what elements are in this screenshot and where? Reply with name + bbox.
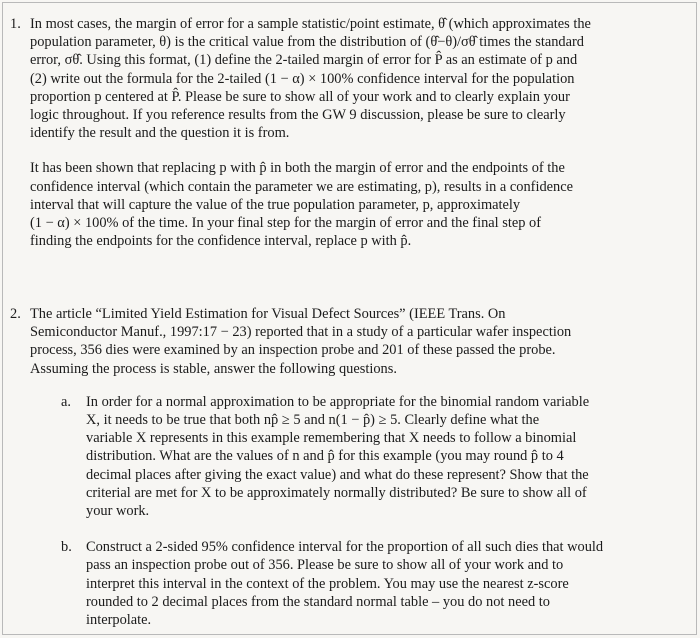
text-line: logic throughout. If you reference results from the GW 9 discussion, please be sure to clearly xyxy=(30,107,566,124)
text-line: decimal places after giving the exact value) and what do these represent? Show that the xyxy=(86,466,589,483)
text-line: your work. xyxy=(86,503,150,520)
text-line: proportion p centered at P̂. Please be sure to show all of your work and to clearly explain your xyxy=(30,88,570,105)
text-line: interval that will capture the value of the true population parameter, p, approximately xyxy=(30,196,521,213)
text-line: population parameter, θ) is the critical value from the distribution of (θ̂−θ)/σθ̂ times the standard xyxy=(30,34,584,51)
question-number: 2. xyxy=(10,306,21,322)
question-2a-text xyxy=(86,393,656,520)
question-2 xyxy=(10,305,670,629)
text-line: Semiconductor Manuf., 1997:17 − 23) reported that in a study of a particular wafer inspection xyxy=(30,324,572,341)
text-line: error, σθ̂. Using this format, (1) define the 2-tailed margin of error for P̂ as an estimate of p and xyxy=(30,52,578,69)
question-2b xyxy=(61,538,656,629)
question-2-intro xyxy=(30,305,670,378)
document-page xyxy=(2,2,697,635)
text-line: (2) write out the formula for the 2-tailed (1 − α) × 100% confidence interval for the population xyxy=(30,70,575,87)
text-line: In most cases, the margin of error for a sample statistic/point estimate, θ̂ (which approximates the xyxy=(30,16,591,32)
text-line: pass an inspection probe out of 356. Please be sure to show all of your work and to xyxy=(86,557,564,574)
text-line: (1 − α) × 100% of the time. In your final step for the margin of error and the final step of xyxy=(30,215,542,232)
text-line: X, it needs to be true that both np̂ ≥ 5 and n(1 − p̂) ≥ 5. Clearly define what the xyxy=(86,412,540,429)
text-line: It has been shown that replacing p with p̂ in both the margin of error and the endpoints of the xyxy=(30,160,565,177)
text-line: variable X represents in this example remembering that X needs to follow a binomial xyxy=(86,430,577,447)
text-line: Construct a 2-sided 95% confidence interval for the proportion of all such dies that would xyxy=(86,539,604,556)
text-line: finding the endpoints for the confidence interval, replace p with p̂. xyxy=(30,233,412,250)
text-line: Assuming the process is stable, answer the following questions. xyxy=(30,360,397,377)
text-line: identify the result and the question it is from. xyxy=(30,125,290,142)
text-line: In order for a normal approximation to be appropriate for the binomial random variable xyxy=(86,393,590,410)
question-1-paragraph-2 xyxy=(30,159,670,250)
text-line: criterial are met for X to be approximately normally distributed? Be sure to show all of xyxy=(86,484,587,501)
question-1 xyxy=(10,15,670,250)
text-line: distribution. What are the values of n and p̂ for this example (you may round p̂ to 4 xyxy=(86,448,564,465)
text-line: The article “Limited Yield Estimation for Visual Defect Sources” (IEEE Trans. On xyxy=(30,306,506,322)
text-line: rounded to 2 decimal places from the standard normal table – you do not need to xyxy=(86,593,550,610)
question-1-paragraph-1 xyxy=(30,15,670,142)
sub-question-letter: a. xyxy=(61,393,71,410)
text-line: confidence interval (which contain the parameter we are estimating, p), results in a confidence xyxy=(30,178,574,195)
question-2a xyxy=(61,393,656,520)
text-line: interpolate. xyxy=(86,612,152,629)
question-number: 1. xyxy=(10,16,21,32)
text-line: process, 356 dies were examined by an inspection probe and 201 of these passed the probe. xyxy=(30,342,556,359)
question-2b-text xyxy=(86,538,656,629)
sub-question-letter: b. xyxy=(61,539,72,556)
text-line: interpret this interval in the context of the problem. You may use the nearest z-score xyxy=(86,575,569,592)
